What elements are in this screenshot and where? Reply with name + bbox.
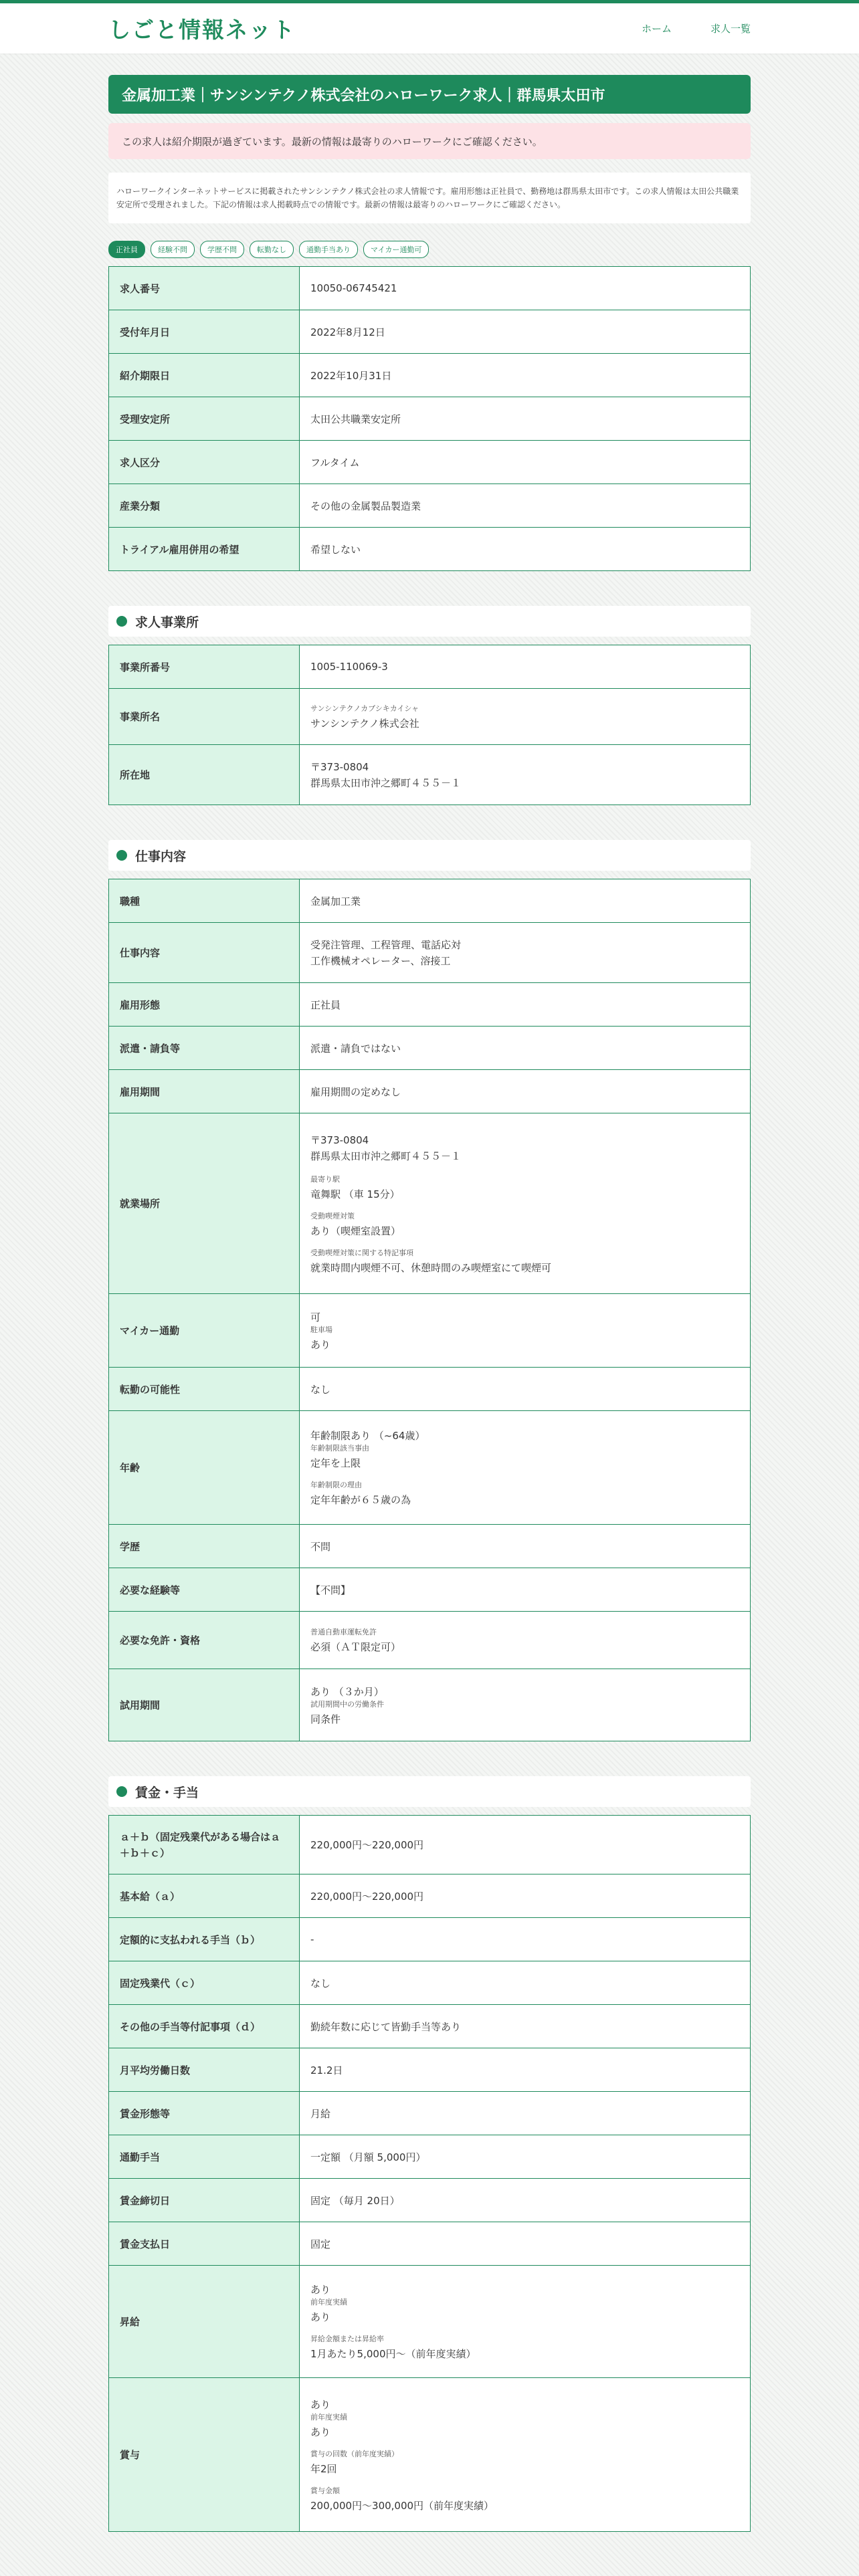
table-row: [109, 2135, 751, 2179]
row-label: マイカー通勤: [109, 1294, 300, 1368]
table-row: [109, 441, 751, 484]
bonus-prev-sublabel: 前年度実績: [310, 2412, 347, 2422]
row-label: 賃金支払日: [109, 2222, 300, 2266]
job-description-notice: ハローワークインターネットサービスに掲載されたサンシンテクノ株式会社の求人情報です。雇用形態は正社員で、勤務地は群馬県太田市です。この求人情報は太田公共職業安定所で受理されました。下記の情報は求人掲載時点での情報です。最新の情報は最寄りのハローワークにご確認ください。: [108, 173, 751, 223]
row-label: 定額的に支払われる手当（ｂ）: [109, 1918, 300, 1961]
table-row: [109, 2179, 751, 2222]
row-label: 賃金締切日: [109, 2179, 300, 2222]
trial-condition: 同条件: [310, 1713, 341, 1725]
office-address-cell: [300, 745, 751, 805]
bonus-times-sublabel: 賞与の回数（前年度実績）: [310, 2449, 399, 2458]
table-row: [109, 484, 751, 528]
section-title: 仕事内容: [135, 849, 187, 864]
smoking-sublabel: 受動喫煙対策: [310, 1212, 355, 1220]
table-row: [109, 745, 751, 805]
bonus-times: 年2回: [310, 2462, 337, 2475]
raise-prev: あり: [310, 2311, 331, 2323]
table-row: [109, 1070, 751, 1113]
job-desc-line: 工作機械オペレーター、溶接工: [310, 954, 451, 967]
table-row: [109, 879, 751, 923]
table-row: [109, 1525, 751, 1568]
row-value: 一定額 （月額 5,000円）: [300, 2135, 751, 2179]
table-row: [109, 1669, 751, 1741]
row-value: その他の金属製品製造業: [300, 484, 751, 528]
row-label: 基本給（ａ）: [109, 1874, 300, 1918]
row-label: 求人区分: [109, 441, 300, 484]
site-logo[interactable]: しごと情報ネット: [108, 17, 296, 43]
table-row: [109, 983, 751, 1027]
smoking-note: 就業時間内喫煙不可、休憩時間のみ喫煙室にて喫煙可: [310, 1262, 552, 1274]
tag-car-commute: マイカー通勤可: [363, 241, 429, 258]
row-label: 雇用期間: [109, 1070, 300, 1113]
office-number: 1005-110069-3: [300, 645, 751, 689]
bullet-dot-icon: [116, 850, 127, 861]
bonus-amount: 200,000円〜300,000円（前年度実績）: [310, 2499, 494, 2512]
row-value: 220,000円〜220,000円: [300, 1816, 751, 1874]
row-value: 太田公共職業安定所: [300, 397, 751, 441]
tag-no-education: 学歴不問: [200, 241, 244, 258]
basic-info-table: [108, 266, 751, 571]
section-heading-work: [108, 840, 751, 871]
row-value: 希望しない: [300, 528, 751, 571]
row-label: 賞与: [109, 2378, 300, 2532]
raise-cell: [300, 2266, 751, 2378]
raise: あり: [310, 2284, 331, 2296]
experience: 【不問】: [300, 1568, 751, 1612]
row-label: その他の手当等付記事項（ｄ）: [109, 2005, 300, 2048]
smoking-note-sublabel: 受動喫煙対策に関する特記事項: [310, 1249, 413, 1257]
table-row: [109, 2266, 751, 2378]
office-name-kana: サンシンテクノカブシキカイシャ: [310, 704, 419, 713]
table-row: [109, 1113, 751, 1294]
office-name-cell: [300, 689, 751, 745]
expired-alert: この求人は紹介期限が過ぎています。最新の情報は最寄りのハローワークにご確認ください。: [108, 123, 751, 159]
table-row: [109, 645, 751, 689]
tag-no-transfer: 転勤なし: [250, 241, 294, 258]
row-label: 昇給: [109, 2266, 300, 2378]
bonus-cell: [300, 2378, 751, 2532]
wage-table: [108, 1815, 751, 2532]
age-reason2-sublabel: 年齢制限の理由: [310, 1481, 362, 1489]
age-limit: 年齢制限あり （~64歳）: [310, 1430, 425, 1442]
section-title: 賃金・手当: [135, 1785, 199, 1800]
age-reason2: 定年年齢が６５歳の為: [310, 1494, 411, 1506]
row-value: フルタイム: [300, 441, 751, 484]
table-row: [109, 2092, 751, 2135]
tag-no-experience: 経験不問: [151, 241, 195, 258]
row-label: 仕事内容: [109, 923, 300, 983]
row-value: 勤続年数に応じて皆勤手当等あり: [300, 2005, 751, 2048]
tag-fulltime: 正社員: [108, 241, 145, 258]
office-zip: 〒373-0804: [310, 760, 369, 773]
raise-amount: 1月あたり5,000円〜（前年度実績）: [310, 2348, 476, 2360]
table-row: [109, 2378, 751, 2532]
section-heading-office: [108, 606, 751, 637]
table-row: [109, 528, 751, 571]
row-label: 産業分類: [109, 484, 300, 528]
row-label: 派遣・請負等: [109, 1027, 300, 1070]
page-title: 金属加工業｜サンシンテクノ株式会社のハローワーク求人｜群馬県太田市: [108, 75, 751, 114]
row-label: 求人番号: [109, 267, 300, 310]
table-row: [109, 1961, 751, 2005]
trial-period-cell: [300, 1669, 751, 1741]
table-row: [109, 1612, 751, 1669]
bullet-dot-icon: [116, 616, 127, 627]
row-value: 固定 （毎月 20日）: [300, 2179, 751, 2222]
row-label: 所在地: [109, 745, 300, 805]
bonus: あり: [310, 2398, 331, 2411]
raise-amount-sublabel: 昇給金額または昇給率: [310, 2335, 384, 2343]
row-label: 必要な免許・資格: [109, 1612, 300, 1669]
row-value: 2022年8月12日: [300, 310, 751, 354]
row-value: 21.2日: [300, 2048, 751, 2092]
employment-period: 雇用期間の定めなし: [300, 1070, 751, 1113]
workplace-address: 群馬県太田市沖之郷町４５５－１: [310, 1150, 462, 1162]
bonus-amount-sublabel: 賞与金額: [310, 2486, 340, 2495]
top-header: [0, 0, 859, 53]
trial-cond-sublabel: 試用期間中の労働条件: [310, 1699, 384, 1709]
dispatch-status: 派遣・請負ではない: [300, 1027, 751, 1070]
row-label: 通勤手当: [109, 2135, 300, 2179]
workplace-zip: 〒373-0804: [310, 1134, 369, 1146]
row-label: 受付年月日: [109, 310, 300, 354]
row-label: 年齢: [109, 1411, 300, 1525]
row-label: 雇用形態: [109, 983, 300, 1027]
station-sublabel: 最寄り駅: [310, 1175, 340, 1184]
table-row: [109, 1568, 751, 1612]
work-table: [108, 879, 751, 1741]
job-desc-cell: [300, 923, 751, 983]
table-row: [109, 2048, 751, 2092]
table-row: [109, 2222, 751, 2266]
table-row: [109, 1294, 751, 1368]
row-label: 事業所名: [109, 689, 300, 745]
workplace-cell: [300, 1113, 751, 1294]
row-label: トライアル雇用併用の希望: [109, 528, 300, 571]
main-content: [108, 53, 751, 2532]
table-row: [109, 689, 751, 745]
table-row: [109, 310, 751, 354]
row-label: 事業所番号: [109, 645, 300, 689]
office-name: サンシンテクノ株式会社: [310, 718, 419, 730]
tag-commute-allowance: 通勤手当あり: [299, 241, 358, 258]
table-row: [109, 397, 751, 441]
job-desc-line: 受発注管理、工程管理、電話応対: [310, 938, 462, 951]
nav-job-list-link[interactable]: 求人一覧: [710, 23, 751, 35]
education: 不問: [300, 1525, 751, 1568]
row-label: 紹介期限日: [109, 354, 300, 397]
row-label: 固定残業代（ｃ）: [109, 1961, 300, 2005]
table-row: [109, 1918, 751, 1961]
row-value: 2022年10月31日: [300, 354, 751, 397]
office-table: [108, 645, 751, 805]
office-address: 群馬県太田市沖之郷町４５５－１: [310, 776, 462, 789]
table-row: [109, 1368, 751, 1411]
age-cell: [300, 1411, 751, 1525]
table-row: [109, 1411, 751, 1525]
row-value: 固定: [300, 2222, 751, 2266]
parking-sublabel: 駐車場: [310, 1325, 332, 1334]
license-requirement: 必須（ＡＴ限定可）: [310, 1641, 401, 1653]
row-label: 必要な経験等: [109, 1568, 300, 1612]
section-heading-wage: [108, 1776, 751, 1807]
age-reason-sublabel: 年齢制限該当事由: [310, 1444, 369, 1453]
table-row: [109, 2005, 751, 2048]
car-commute-cell: [300, 1294, 751, 1368]
section-title: 求人事業所: [135, 615, 199, 630]
employment-type: 正社員: [300, 983, 751, 1027]
nav-home-link[interactable]: ホーム: [641, 23, 672, 35]
main-nav: [603, 21, 751, 35]
transfer-possibility: なし: [300, 1368, 751, 1411]
row-value: なし: [300, 1961, 751, 2005]
table-row: [109, 1874, 751, 1918]
table-row: [109, 923, 751, 983]
raise-prev-sublabel: 前年度実績: [310, 2298, 347, 2306]
row-value: 220,000円〜220,000円: [300, 1874, 751, 1918]
trial-period: あり （３か月）: [310, 1685, 384, 1698]
nearest-station: 竜舞駅 （車 15分）: [310, 1188, 400, 1200]
bonus-prev: あり: [310, 2426, 331, 2438]
smoking-policy: あり（喫煙室設置）: [310, 1225, 401, 1237]
row-value: 月給: [300, 2092, 751, 2135]
car-commute: 可: [310, 1311, 321, 1323]
row-label: 職種: [109, 879, 300, 923]
row-label: 就業場所: [109, 1113, 300, 1294]
row-label: 月平均労働日数: [109, 2048, 300, 2092]
age-reason: 定年を上限: [310, 1457, 361, 1469]
row-label: 転勤の可能性: [109, 1368, 300, 1411]
row-label: 賃金形態等: [109, 2092, 300, 2135]
license-name: 普通自動車運転免許: [310, 1628, 377, 1636]
parking: あり: [310, 1338, 331, 1351]
bullet-dot-icon: [116, 1786, 127, 1797]
row-value: -: [300, 1918, 751, 1961]
table-row: [109, 354, 751, 397]
row-label: 受理安定所: [109, 397, 300, 441]
row-label: ａ＋ｂ（固定残業代がある場合はａ＋ｂ＋ｃ）: [109, 1816, 300, 1874]
row-label: 試用期間: [109, 1669, 300, 1741]
feature-tags: [108, 241, 751, 258]
row-value: 10050-06745421: [300, 267, 751, 310]
row-label: 学歴: [109, 1525, 300, 1568]
table-row: [109, 1027, 751, 1070]
table-row: [109, 1816, 751, 1874]
job-type: 金属加工業: [300, 879, 751, 923]
license-cell: [300, 1612, 751, 1669]
table-row: [109, 267, 751, 310]
